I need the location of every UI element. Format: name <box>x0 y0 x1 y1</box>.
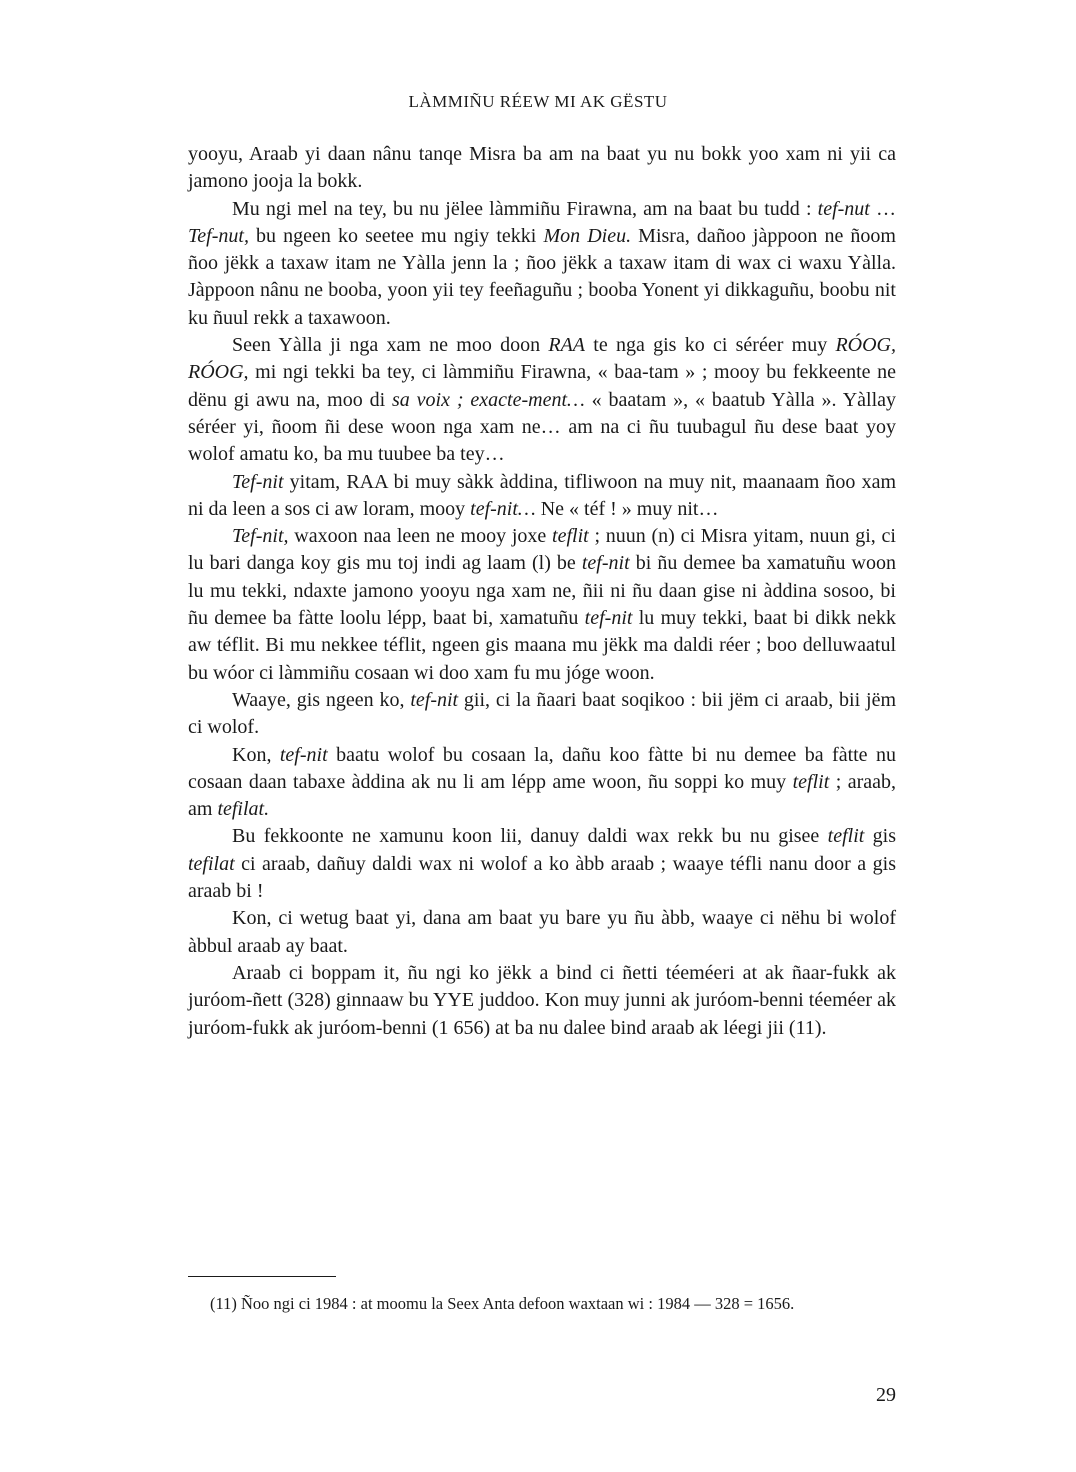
text-run: Bu fekkoonte ne xamunu koon lii, danuy daldi wax rekk bu nu gisee <box>232 825 828 848</box>
paragraph <box>188 523 896 687</box>
italic-term: Tef-nit, <box>232 525 289 548</box>
text-run: Mu ngi mel na tey, bu nu jëlee làmmiñu Firawna, am na baat bu tudd : <box>232 197 818 220</box>
text-run: te nga gis ko ci séréer muy <box>585 334 836 357</box>
paragraph <box>188 141 896 196</box>
text-run: Kon, <box>232 743 280 766</box>
footnote <box>188 1292 896 1315</box>
italic-term: RAA <box>548 334 586 357</box>
footnote-rule <box>188 1276 336 1277</box>
text-run: bu ngeen ko seetee mu ngiy tekki <box>248 224 544 247</box>
italic-term: tef-nit <box>584 607 633 630</box>
text-run: gis <box>864 825 897 848</box>
text-run: ci araab, dañuy daldi wax ni wolof a ko àbb araab ; waaye téfli nanu door a gis araab bi ! <box>188 852 896 903</box>
paragraph <box>188 332 896 468</box>
text-run: gii, ci la ñaari baat soqikoo : bii jëm ci araab, bii jëm ci wolof. <box>188 688 896 739</box>
italic-term: Tef-nit <box>232 470 284 493</box>
italic-term: tef-nit <box>581 552 630 575</box>
running-head: LÀMMIÑU RÉEW MI AK GËSTU <box>408 92 668 111</box>
text-run: Waaye, gis ngeen ko, <box>232 688 411 711</box>
text-run: yooyu, Araab yi daan nânu tanqe Misra ba am na baat yu nu bokk yoo xam ni yii ca jamono jooja la bokk. <box>188 143 896 193</box>
text-run: Kon, ci wetug baat yi, dana am baat yu bare yu ñu àbb, waaye ci nëhu bi wolof àbbul araab ay baat. <box>188 907 896 957</box>
italic-term: tefilat <box>188 852 235 875</box>
text-run: Seen Yàlla ji nga xam ne moo doon <box>232 334 549 357</box>
text-run: … <box>869 197 896 220</box>
italic-term: tefilat. <box>217 798 270 821</box>
italic-term: teflit <box>827 825 865 848</box>
text-run: ; araab, am <box>188 770 896 821</box>
italic-term: Mon Dieu. <box>543 224 632 247</box>
italic-term: Tef-nut, <box>188 224 249 247</box>
text-run: baatu wolof bu cosaan la, dañu koo fàtte bi nu demee ba fàtte nu cosaan daan tabaxe àddina ak nu li am lépp ame woon, ñu soppi ko muy <box>188 743 896 793</box>
text-run: Misra, dañoo jàppoon ne ñoom ñoo jëkk a taxaw itam ne Yàlla jenn la ; ñoo jëkk a taxaw itam di wax ci waxu Yàlla. Jàppoon nânu ne booba, yoon yii tey feeñaguñu ; booba Yonent yi dikkaguñu, boobu nit ku ñuul rekk a taxawoon. <box>188 224 896 329</box>
paragraph <box>188 905 896 960</box>
text-run: lu muy tekki, baat bi dikk nekk aw téflit. Bi mu nekkee téflit, ngeen gis maana mu jëkk ma daldi réer ; boo delluwaatul bu wóor ci làmmiñu cosaan wi doo xam fu mu jóge woon. <box>188 607 897 684</box>
text-run: bi ñu demee ba xamatuñu woon lu mu tekki, ndaxte jamono yooyu nga xam ne, ñii ni ñu daan gise ni àddina sosoo, bi ñu demee ba fàtte loolu lépp, baat bi, xamatuñu <box>188 552 896 630</box>
text-run: « baatam », « baatub Yàlla ». Yàllay séréer yi, ñoom ñi dese woon nga xam ne… am na ci ñu tuubagul ñu dese baat yoy wolof amatu ko, ba mu tuubee ba tey… <box>188 388 897 466</box>
text-run: ; nuun (n) ci Misra yitam, nuun gi, ci lu bari danga koy gis mu toj indi ag laam (l) be <box>188 525 896 575</box>
paragraph <box>188 196 896 332</box>
text-run: Ne « téf ! » muy nit… <box>535 497 719 520</box>
italic-term: sa voix ; exacte-ment… <box>392 388 585 411</box>
body-text <box>188 141 896 1042</box>
italic-term: teflit <box>552 525 589 548</box>
italic-term: tef-nit… <box>470 497 536 520</box>
text-run: Araab ci boppam it, ñu ngi ko jëkk a bind ci ñetti téeméeri at ak ñaar-fukk ak juróom-ñett (328) ginnaaw bu YYE juddoo. Kon muy junni ak juróom-benni téeméer ak juróom-fukk ak juróom-benni (1 656) at ba nu dalee bind araab ak léegi jii (11). <box>188 961 896 1039</box>
paragraph <box>188 823 896 905</box>
paragraph <box>188 960 896 1042</box>
italic-term: tef-nit <box>279 743 328 766</box>
italic-term: tef-nit <box>410 688 459 711</box>
italic-term: teflit <box>792 770 830 793</box>
text-run: yitam, RAA bi muy sàkk àddina, tifliwoon na muy nit, maanaam ñoo xam ni da leen a sos ci aw loram, mooy <box>188 470 896 520</box>
text-run: mi ngi tekki ba tey, ci làmmiñu Firawna, « baa-tam » ; mooy bu fekkeente ne dënu gi awu na, moo di <box>188 361 896 411</box>
italic-term: tef-nut <box>817 197 870 220</box>
page-number: 29 <box>876 1384 896 1406</box>
footnote-text: (11) Ñoo ngi ci 1984 : at moomu la Seex Anta defoon waxtaan wi : 1984 — 328 = 1656. <box>210 1294 795 1313</box>
paragraph <box>188 469 896 524</box>
paragraph <box>188 742 896 824</box>
text-run: waxoon naa leen ne mooy joxe <box>288 525 553 548</box>
italic-term: RÓOG, RÓOG, <box>188 334 896 384</box>
paragraph <box>188 687 896 742</box>
